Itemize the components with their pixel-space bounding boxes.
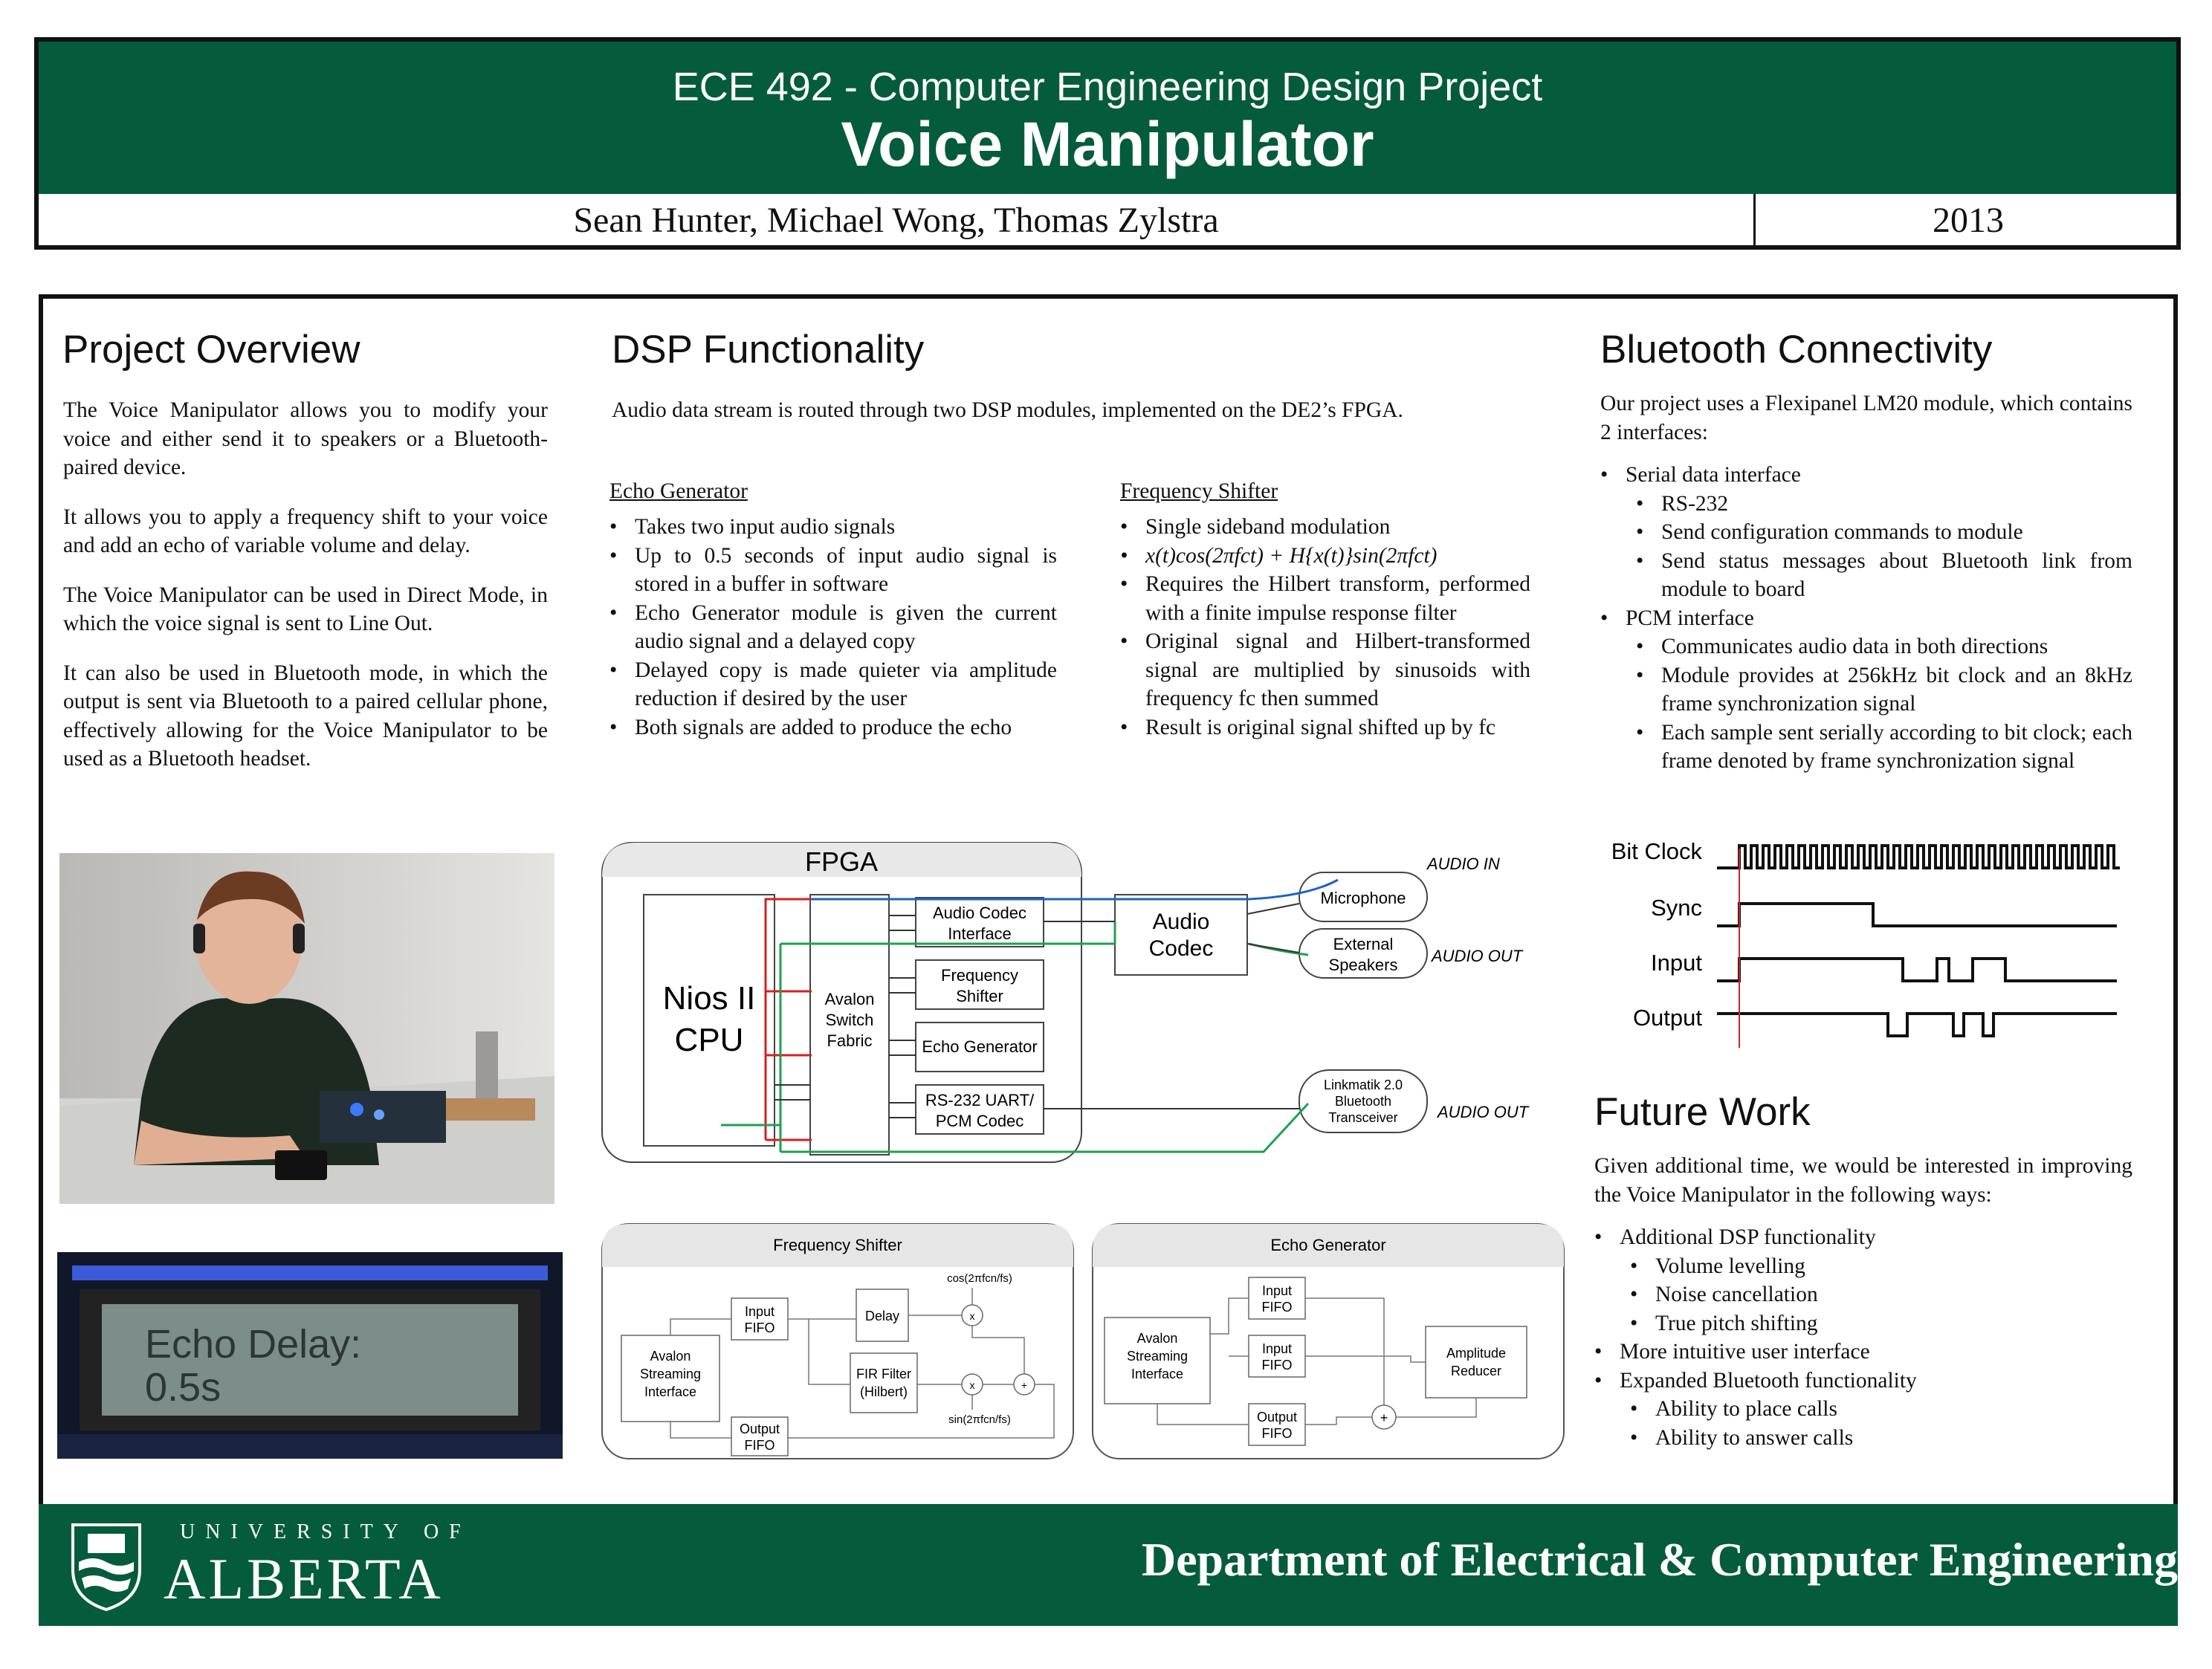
course-name: ECE 492 - Computer Engineering Design Project	[672, 65, 1543, 109]
fs-in-fifo-1: Input	[744, 1304, 775, 1319]
future-list	[1594, 1223, 2132, 1452]
list-item: • Serial data interface	[1600, 461, 2132, 490]
list-item: • Communicates audio data in both directions	[1636, 632, 2132, 661]
university-crest-icon	[65, 1517, 147, 1613]
eg-in1-2: FIFO	[1261, 1300, 1293, 1315]
eg-amp-1: Amplitude	[1446, 1346, 1507, 1361]
eg-in2-2: FIFO	[1261, 1358, 1293, 1373]
list-item: • Expanded Bluetooth functionality	[1594, 1367, 2132, 1396]
year: 2013	[1933, 201, 2004, 240]
fpga-label: FPGA	[804, 846, 879, 877]
fs-fir-2: (Hilbert)	[859, 1384, 908, 1399]
fs-out-fifo-2: FIFO	[744, 1438, 775, 1453]
lcd-photo	[57, 1252, 563, 1459]
mic-label: Microphone	[1320, 889, 1406, 907]
list-item: • Ability to place calls	[1630, 1395, 2132, 1424]
timing-label-input: Input	[1651, 950, 1702, 976]
output-wave	[1717, 1014, 2117, 1036]
fs-cos: cos(2πfcn/fs)	[947, 1272, 1012, 1285]
fs-fir-block	[850, 1353, 917, 1413]
lcd-line-1: Echo Delay:	[145, 1322, 362, 1367]
eg-out-1: Output	[1256, 1410, 1298, 1425]
list-item: • Module provides at 256kHz bit clock and an 8kHz frame synchronization signal	[1636, 661, 2132, 719]
list-item: • Ability to answer calls	[1630, 1424, 2132, 1453]
fs-adder-label: +	[1021, 1379, 1028, 1391]
eg-adder-label: +	[1380, 1410, 1388, 1425]
echo-label: Echo Generator	[922, 1037, 1038, 1056]
overview-text	[63, 396, 548, 794]
fs-mult-2-label: x	[969, 1379, 975, 1391]
fs-avalon-1: Avalon	[650, 1349, 691, 1364]
eg-avalon-1: Avalon	[1136, 1331, 1178, 1346]
audio-codec-block	[1115, 895, 1247, 975]
timing-label-sync: Sync	[1651, 895, 1702, 921]
list-item: • Echo Generator module is given the current audio signal and a delayed copy	[609, 599, 1057, 656]
overview-para: It allows you to apply a frequency shift to your voice and add an echo of variable volume and delay.	[63, 505, 548, 557]
bluetooth-list	[1600, 461, 2132, 776]
department-name: Department of Electrical & Computer Engineering	[1141, 1533, 2178, 1586]
university-label: UNIVERSITY OF	[180, 1520, 471, 1543]
eg-amp-block	[1426, 1326, 1527, 1398]
list-item: • True pitch shifting	[1630, 1309, 2132, 1338]
timing-label-output: Output	[1632, 1005, 1702, 1031]
bluetooth-intro: Our project uses a Flexipanel LM20 module, which contains 2 interfaces:	[1600, 392, 2132, 444]
uart-label-2: PCM Codec	[935, 1112, 1024, 1130]
poster-title: Voice Manipulator	[841, 109, 1374, 179]
list-item: • Each sample sent serially according to bit clock; each frame denoted by frame synchronization signal	[1636, 719, 2132, 776]
spk-label-1: External	[1333, 935, 1394, 953]
codec-label-2: Codec	[1148, 936, 1214, 961]
overview-para: The Voice Manipulator can be used in Direct Mode, in which the voice signal is sent to Line Out.	[63, 583, 548, 635]
eg-avalon-2: Streaming	[1126, 1349, 1189, 1364]
poster-footer	[39, 1504, 2178, 1626]
cpu-label-1: Nios II	[662, 980, 756, 1017]
fshift-label-2: Shifter	[956, 987, 1003, 1005]
spk-label-2: Speakers	[1328, 956, 1398, 974]
dsp-intro: Audio data stream is routed through two DSP modules, implemented on the DE2’s FPGA.	[612, 398, 1403, 422]
freq-list	[1120, 513, 1530, 742]
fshift-label-1: Frequency	[941, 966, 1018, 985]
freq-shifter-diagram	[601, 1222, 1076, 1462]
title-band	[39, 42, 2176, 194]
list-item: • Additional DSP functionality	[1594, 1223, 2132, 1252]
university-name: ALBERTA	[164, 1546, 444, 1611]
bluetooth-heading: Bluetooth Connectivity	[1600, 328, 1993, 372]
overview-heading: Project Overview	[62, 328, 360, 372]
cpu-block	[644, 895, 774, 1146]
list-item: • RS-232	[1636, 490, 2132, 519]
codec-label-1: Audio	[1152, 910, 1210, 934]
system-diagram	[595, 832, 1553, 1174]
lcd-line-2: 0.5s	[145, 1365, 221, 1410]
list-item: • More intuitive user interface	[1594, 1338, 2132, 1367]
fs-out-fifo-1: Output	[739, 1422, 780, 1436]
eg-in2-1: Input	[1261, 1341, 1293, 1356]
uart-label-1: RS-232 UART/	[925, 1091, 1035, 1109]
overview-para: It can also be used in Bluetooth mode, in which the output is sent via Bluetooth to a paired cellular phone, effectively allowing for the Voice Manipulator to be used as a Bluetooth headset.	[63, 661, 548, 771]
timing-label-bitclock: Bit Clock	[1611, 838, 1702, 864]
input-wave	[1717, 959, 2117, 981]
fabric-label-2: Switch	[825, 1011, 874, 1029]
codec-if-label-2: Interface	[948, 924, 1012, 943]
echo-subheading: Echo Generator	[609, 479, 748, 503]
bt-label-3: Transceiver	[1328, 1110, 1398, 1125]
fabric-label-1: Avalon	[824, 990, 875, 1008]
eg-avalon-3: Interface	[1131, 1367, 1184, 1381]
fs-delay: Delay	[864, 1309, 900, 1323]
list-item: • Takes two input audio signals	[609, 513, 1057, 542]
list-item: • Result is original signal shifted up by fc	[1120, 713, 1530, 742]
pcm-timing-diagram	[1598, 832, 2133, 1055]
audio-in-label: AUDIO IN	[1427, 855, 1500, 873]
future-intro: Given additional time, we would be interested in improving the Voice Manipulator in the following ways:	[1594, 1154, 2132, 1207]
list-item: • PCM interface	[1600, 604, 2132, 633]
list-item: • Noise cancellation	[1630, 1280, 2132, 1309]
echo-gen-diagram	[1091, 1222, 1567, 1462]
fs-mult-1-label: x	[969, 1310, 975, 1322]
list-item: • Send status messages about Bluetooth link from module to board	[1636, 547, 2132, 604]
bt-label-1: Linkmatik 2.0	[1323, 1077, 1403, 1092]
sync-wave	[1717, 904, 2117, 926]
fs-fir-1: FIR Filter	[856, 1367, 911, 1381]
dsp-heading: DSP Functionality	[612, 328, 925, 372]
list-item: • Original signal and Hilbert-transformed signal are multiplied by sinusoids with frequency fc then summed	[1120, 627, 1530, 713]
echo-list	[609, 513, 1057, 742]
list-item: • Up to 0.5 seconds of input audio signal is stored in a buffer in software	[609, 542, 1057, 599]
eg-amp-2: Reducer	[1450, 1364, 1502, 1378]
freq-subheading: Frequency Shifter	[1120, 479, 1278, 503]
eg-title: Echo Generator	[1270, 1236, 1386, 1254]
list-item: • x(t)cos(2πfct) + H{x(t)}sin(2πfct)	[1120, 542, 1530, 571]
fs-avalon-2: Streaming	[639, 1367, 702, 1381]
fs-title: Frequency Shifter	[773, 1236, 902, 1254]
list-item: • Delayed copy is made quieter via amplitude reduction if desired by the user	[609, 656, 1057, 713]
fs-sin: sin(2πfcn/fs)	[948, 1413, 1011, 1426]
audio-out-label: AUDIO OUT	[1432, 947, 1523, 965]
list-item: • Requires the Hilbert transform, performed with a finite impulse response filter	[1120, 570, 1530, 627]
cpu-label-2: CPU	[674, 1022, 744, 1058]
authors: Sean Hunter, Michael Wong, Thomas Zylstra	[39, 194, 1756, 246]
poster-header	[34, 37, 2181, 250]
future-heading: Future Work	[1594, 1090, 1811, 1134]
fs-avalon-3: Interface	[644, 1384, 697, 1399]
overview-para: The Voice Manipulator allows you to modify your voice and either send it to speakers or a Bluetooth-paired device.	[63, 398, 548, 479]
bit-clock-wave	[1717, 846, 2120, 868]
bt-label-2: Bluetooth	[1334, 1094, 1392, 1109]
eg-in1-1: Input	[1261, 1283, 1293, 1298]
student-photo	[59, 853, 554, 1204]
list-item: • Send configuration commands to module	[1636, 518, 2132, 547]
fabric-label-3: Fabric	[827, 1031, 873, 1050]
eg-out-2: FIFO	[1261, 1426, 1293, 1441]
fs-in-fifo-2: FIFO	[744, 1320, 775, 1335]
codec-if-label-1: Audio Codec	[933, 904, 1026, 922]
list-item: • Single sideband modulation	[1120, 513, 1530, 542]
list-item: • Both signals are added to produce the echo	[609, 713, 1057, 742]
audio-out-bt-label: AUDIO OUT	[1438, 1103, 1529, 1121]
list-item: • Volume levelling	[1630, 1252, 2132, 1281]
